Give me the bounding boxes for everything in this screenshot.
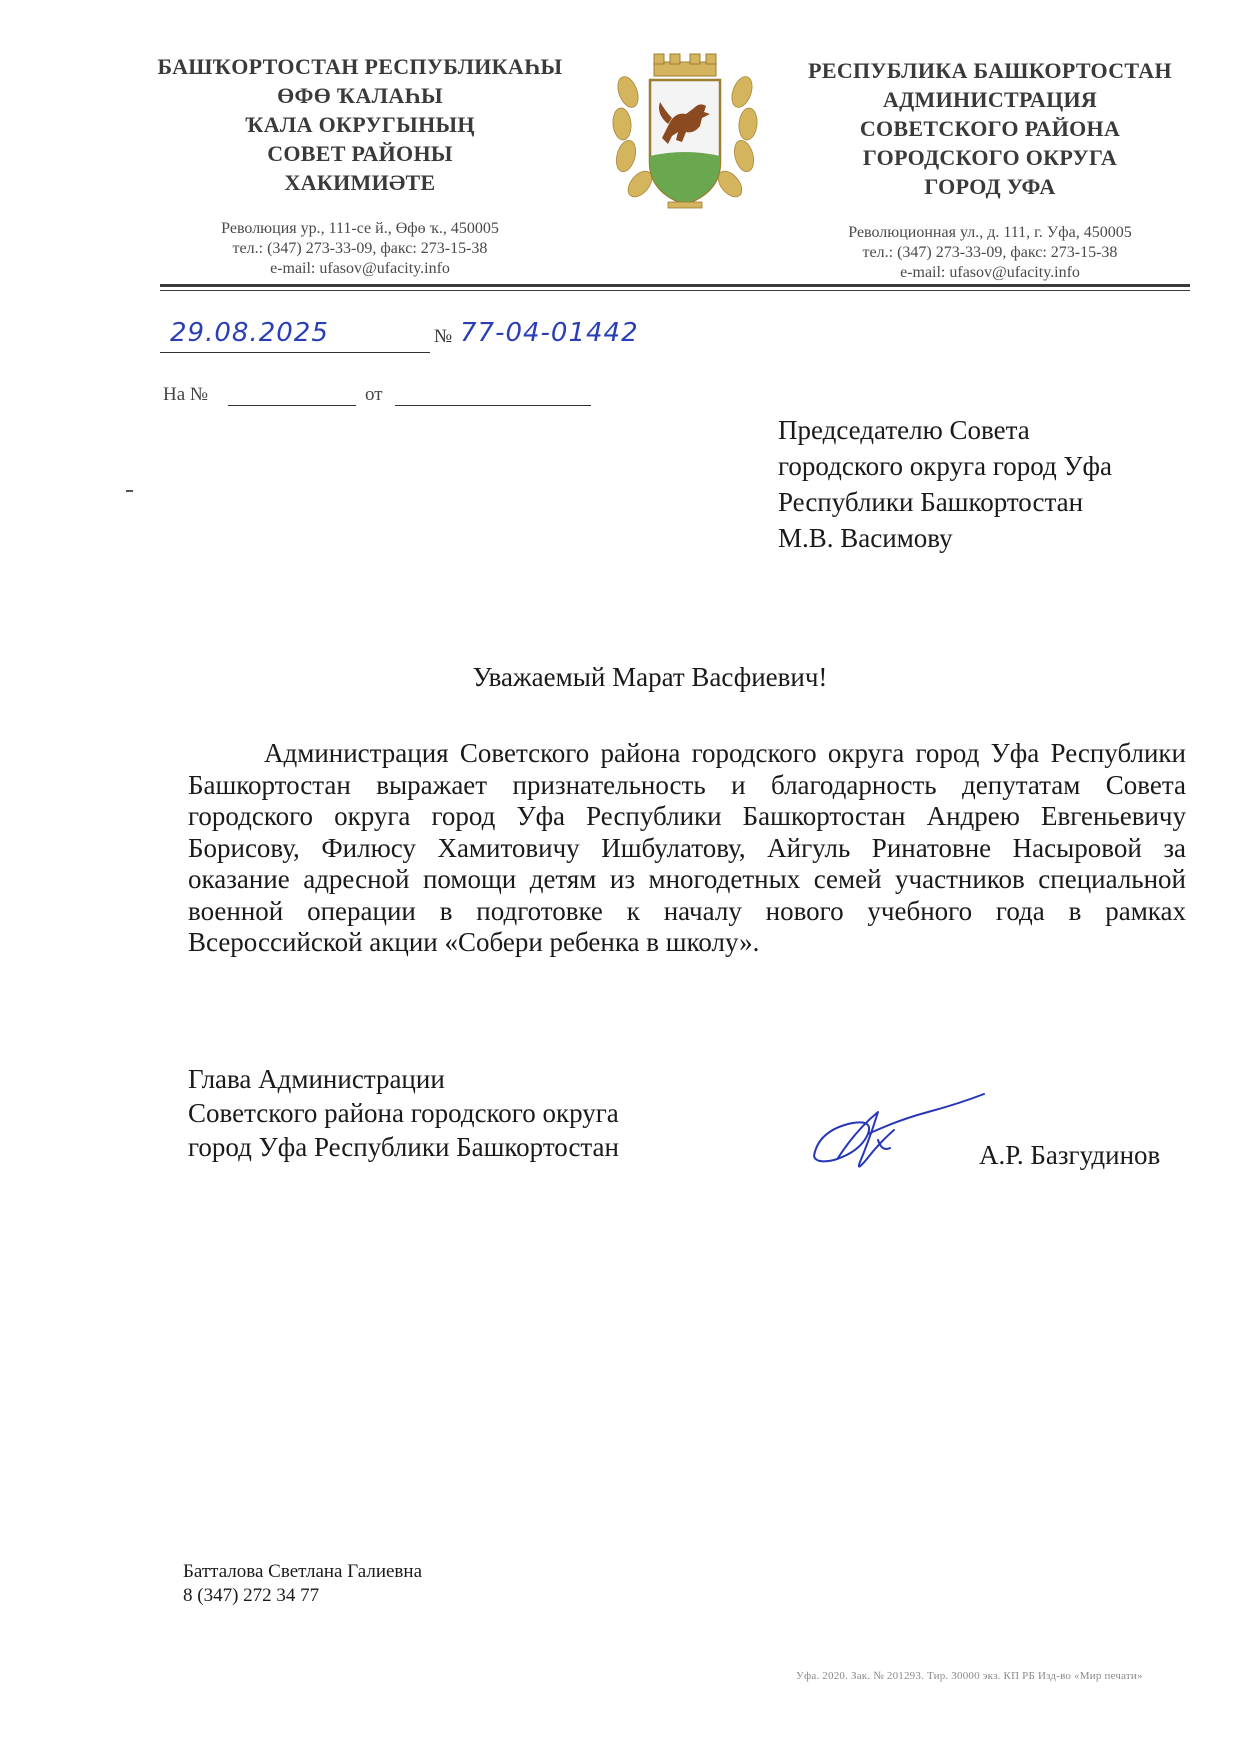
signatory-title-line: Советского района городского округа xyxy=(188,1098,619,1128)
number-sign: № xyxy=(434,326,453,347)
addressee-line: городского округа город Уфа xyxy=(778,451,1113,481)
letter-body: Администрация Советского района городского округа город Уфа Республики Башкортостан выражает признательность и благодарность депутатам Совета городского округа город Уфа Республики Башкортостан Андрею Евгеньевичу Борисову, Филюсу Хамитовичу Ишбулатову, Айгуль Ринатовне Насыровой за оказание адресной помощи детям из многодетных семей участников специальной военной операции в подготовке к началу нового учебного года в рамках Всероссийской акции «Собери ребенка в школу». xyxy=(188,738,1186,957)
signatory-title-line: город Уфа Республики Башкортостан xyxy=(188,1132,619,1162)
address-line: Революционная ул., д. 111, г. Уфа, 450005 xyxy=(848,224,1132,241)
address-line: Революция ур., 111-се й., Өфө ҡ., 450005 xyxy=(221,220,499,237)
org-name-line: СОВЕТ РАЙОНЫ xyxy=(267,141,453,166)
org-name-line: ХАКИМИӘТЕ xyxy=(284,170,436,195)
org-name-line: АДМИНИСТРАЦИЯ xyxy=(882,87,1098,112)
registration-line xyxy=(160,318,860,358)
org-name-line: ӨФӨ ҠАЛАҺЫ xyxy=(277,83,443,108)
reference-number-blank xyxy=(228,405,356,406)
phone-line: тел.: (347) 273-33-09, факс: 273-15-38 xyxy=(862,244,1118,261)
letterhead xyxy=(150,52,1190,292)
reference-from-label: от xyxy=(365,384,383,405)
email-line: e-mail: ufasov@ufacity.info xyxy=(270,260,450,277)
coat-of-arms-icon xyxy=(610,52,760,212)
executor-name: Батталова Светлана Галиевна xyxy=(183,1561,423,1582)
printer-imprint: Уфа. 2020. Зак. № 201293. Тир. 30000 экз. КП РБ Изд-во «Мир печати» xyxy=(796,1670,1143,1682)
org-name-line: РЕСПУБЛИКА БАШКОРТОСТАН xyxy=(808,58,1172,83)
org-name-line: ГОРОДСКОГО ОКРУГА xyxy=(862,145,1118,170)
registration-number: 77-04-01442 xyxy=(460,318,639,348)
addressee-line: Республики Башкортостан xyxy=(778,487,1084,517)
reference-on-label: На № xyxy=(163,384,209,405)
signatory-title-line: Глава Администрации xyxy=(188,1064,445,1094)
signatory-name: А.Р. Базгудинов xyxy=(979,1140,1161,1170)
signatory-title xyxy=(188,1062,619,1164)
salutation: Уважаемый Марат Васфиевич! xyxy=(472,662,828,692)
executor-block xyxy=(183,1560,422,1608)
addressee-name: М.В. Васимову xyxy=(778,523,953,553)
letterhead-russian xyxy=(790,56,1190,283)
scan-mark xyxy=(126,490,133,492)
phone-line: тел.: (347) 273-33-09, факс: 273-15-38 xyxy=(232,240,488,257)
addressee-block xyxy=(778,412,1112,556)
executor-phone: 8 (347) 272 34 77 xyxy=(183,1585,320,1606)
org-name-line: БАШҠОРТОСТАН РЕСПУБЛИКАҺЫ xyxy=(157,54,563,79)
contacts-russian xyxy=(790,223,1190,283)
email-line: e-mail: ufasov@ufacity.info xyxy=(900,264,1080,281)
letterhead-bashkir xyxy=(150,52,570,279)
registration-date: 29.08.2025 xyxy=(170,318,329,348)
date-underline xyxy=(160,352,430,353)
addressee-line: Председателю Совета xyxy=(778,415,1030,445)
header-divider-thin xyxy=(160,290,1190,291)
contacts-bashkir xyxy=(150,219,570,279)
org-name-line: ҠАЛА ОКРУГЫНЫҢ xyxy=(245,112,475,137)
handwritten-signature xyxy=(808,1090,998,1190)
reference-date-blank xyxy=(395,405,591,406)
org-name-line: СОВЕТСКОГО РАЙОНА xyxy=(859,116,1121,141)
org-name-line: ГОРОД УФА xyxy=(924,174,1056,199)
header-divider xyxy=(160,284,1190,287)
